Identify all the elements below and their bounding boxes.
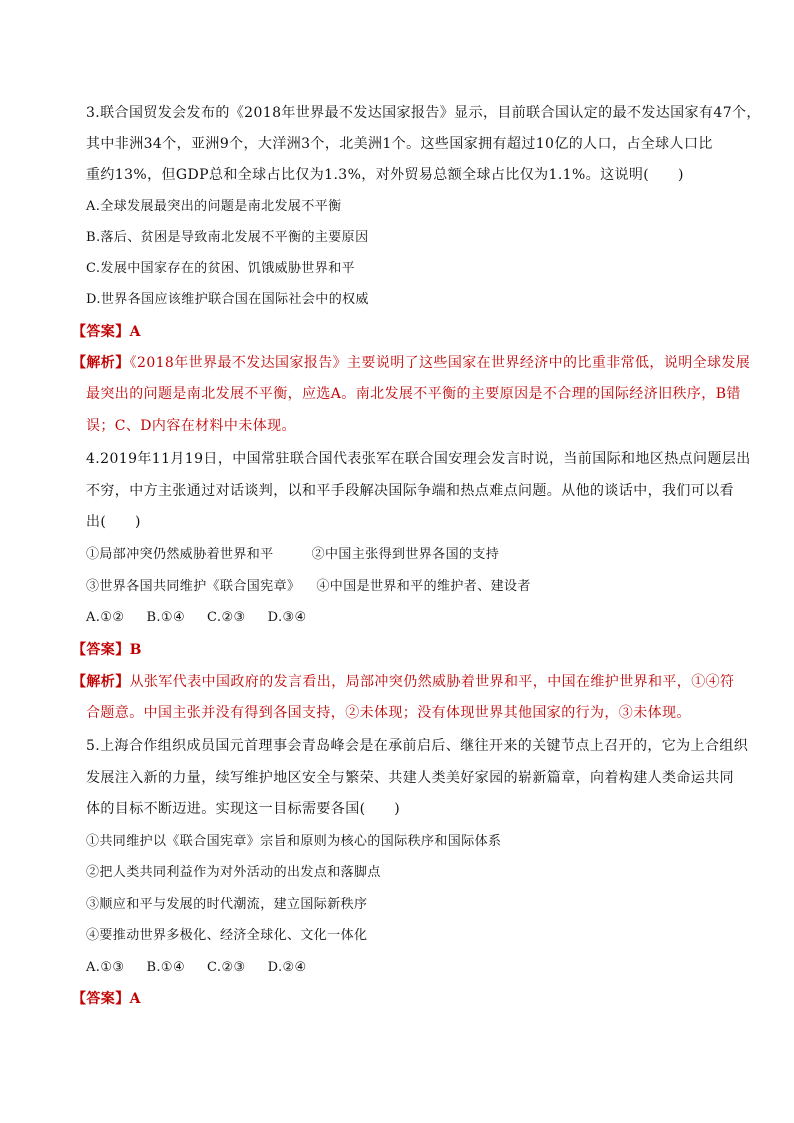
q4-stem-line-1: 4.2019年11月19日，中国常驻联合国代表张军在联合国安理会发言时说，当前国际和地区热点问题层出	[86, 451, 751, 467]
q5-statement-3: ③顺应和平与发展的时代潮流，建立国际新秩序	[86, 897, 368, 912]
q3-explanation-line-2: 最突出的问题是南北发展不平衡，应选A。南北发展不平衡的主要原因是不合理的国际经济旧秩序，B错	[86, 386, 741, 402]
q4-explanation-line-2: 合题意。中国主张并没有得到各国支持，②未体现；没有体现世界其他国家的行为，③未体现。	[86, 705, 691, 721]
q5-stem-line-2: 发展注入新的力量，续写维护地区安全与繁荣、共建人类美好家园的崭新篇章，向着构建人类命运共同	[86, 770, 734, 786]
q4-statement-2: ②中国主张得到世界各国的支持	[311, 547, 500, 562]
q4-explanation-label: 【解析】	[72, 674, 130, 690]
q5-stem-line-1: 5.上海合作组织成员国元首理事会青岛峰会是在承前启后、继往开来的关键节点上召开的，它为上合组织	[86, 738, 749, 754]
q4-answer	[72, 640, 712, 660]
q3-answer-value: A	[129, 324, 141, 340]
q4-statement-1: ①局部冲突仍然威胁着世界和平	[86, 547, 274, 562]
q3-explanation-line-1	[72, 353, 751, 373]
q4-choice-a: A.①②	[86, 610, 125, 625]
q3-stem-line-2: 其中非洲34个，亚洲9个，大洋洲3个，北美洲1个。这些国家拥有超过10亿的人口，占全球人口比	[86, 136, 713, 152]
q4-statement-4: ④中国是世界和平的维护者、建设者	[316, 579, 531, 594]
q5-answer-value: A	[129, 991, 141, 1007]
q5-answer	[72, 989, 712, 1009]
q5-stem-line-3: 体的目标不断迈进。实现这一目标需要各国( )	[86, 801, 401, 817]
q5-statement-1: ①共同维护以《联合国宪章》宗旨和原则为核心的国际秩序和国际体系	[86, 834, 502, 849]
q5-statement-2: ②把人类共同利益作为对外活动的出发点和落脚点	[86, 865, 381, 880]
q4-answer-label: 【答案】	[72, 642, 130, 658]
q3-option-b: B.落后、贫困是导致南北发展不平衡的主要原因	[86, 230, 369, 245]
q3-explanation-label: 【解析】	[72, 355, 130, 371]
q4-statement-3: ③世界各国共同维护《联合国宪章》	[86, 579, 301, 594]
q4-explanation-line-1	[72, 672, 735, 692]
q3-option-a: A.全球发展最突出的问题是南北发展不平衡	[86, 199, 342, 214]
q3-answer	[72, 322, 712, 342]
q3-option-c: C.发展中国家存在的贫困、饥饿威胁世界和平	[86, 261, 356, 276]
q5-choices	[86, 958, 726, 978]
q4-statements-row-1	[86, 545, 726, 565]
q4-explanation-text-1: 从张军代表中国政府的发言看出，局部冲突仍然威胁着世界和平，中国在维护世界和平，①④符	[129, 674, 735, 690]
q3-option-d: D.世界各国应该维护联合国在国际社会中的权威	[86, 292, 369, 307]
q5-choice-b: B.①④	[146, 960, 186, 975]
q4-statements-row-2	[86, 577, 726, 597]
q4-stem-line-3: 出( )	[86, 514, 141, 530]
q4-answer-value: B	[129, 642, 142, 658]
q4-choice-b: B.①④	[146, 610, 186, 625]
q5-statement-4: ④要推动世界多极化、经济全球化、文化一体化	[86, 928, 368, 943]
q4-choice-c: C.②③	[207, 610, 246, 625]
q4-choice-d: D.③④	[267, 610, 307, 625]
q3-stem-line-3: 重约13%，但GDP总和全球占比仅为1.3%，对外贸易总额全球占比仅为1.1%。这说明( )	[86, 167, 684, 183]
q3-stem-line-1: 3.联合国贸发会发布的《2018年世界最不发达国家报告》显示，目前联合国认定的最不发达国家有47个，	[86, 105, 761, 121]
q3-explanation-text-1: 《2018年世界最不发达国家报告》主要说明了这些国家在世界经济中的比重非常低，说明全球发展	[129, 355, 751, 371]
q3-explanation-line-3: 误；C、D内容在材料中未体现。	[86, 418, 296, 434]
q5-choice-c: C.②③	[207, 960, 246, 975]
q5-choice-a: A.①③	[86, 960, 125, 975]
q3-answer-label: 【答案】	[72, 324, 130, 340]
q4-choices	[86, 608, 726, 628]
q5-answer-label: 【答案】	[72, 991, 130, 1007]
q4-stem-line-2: 不穷，中方主张通过对话谈判，以和平手段解决国际争端和热点难点问题。从他的谈话中，我们可以看	[86, 483, 734, 499]
q5-choice-d: D.②④	[267, 960, 307, 975]
